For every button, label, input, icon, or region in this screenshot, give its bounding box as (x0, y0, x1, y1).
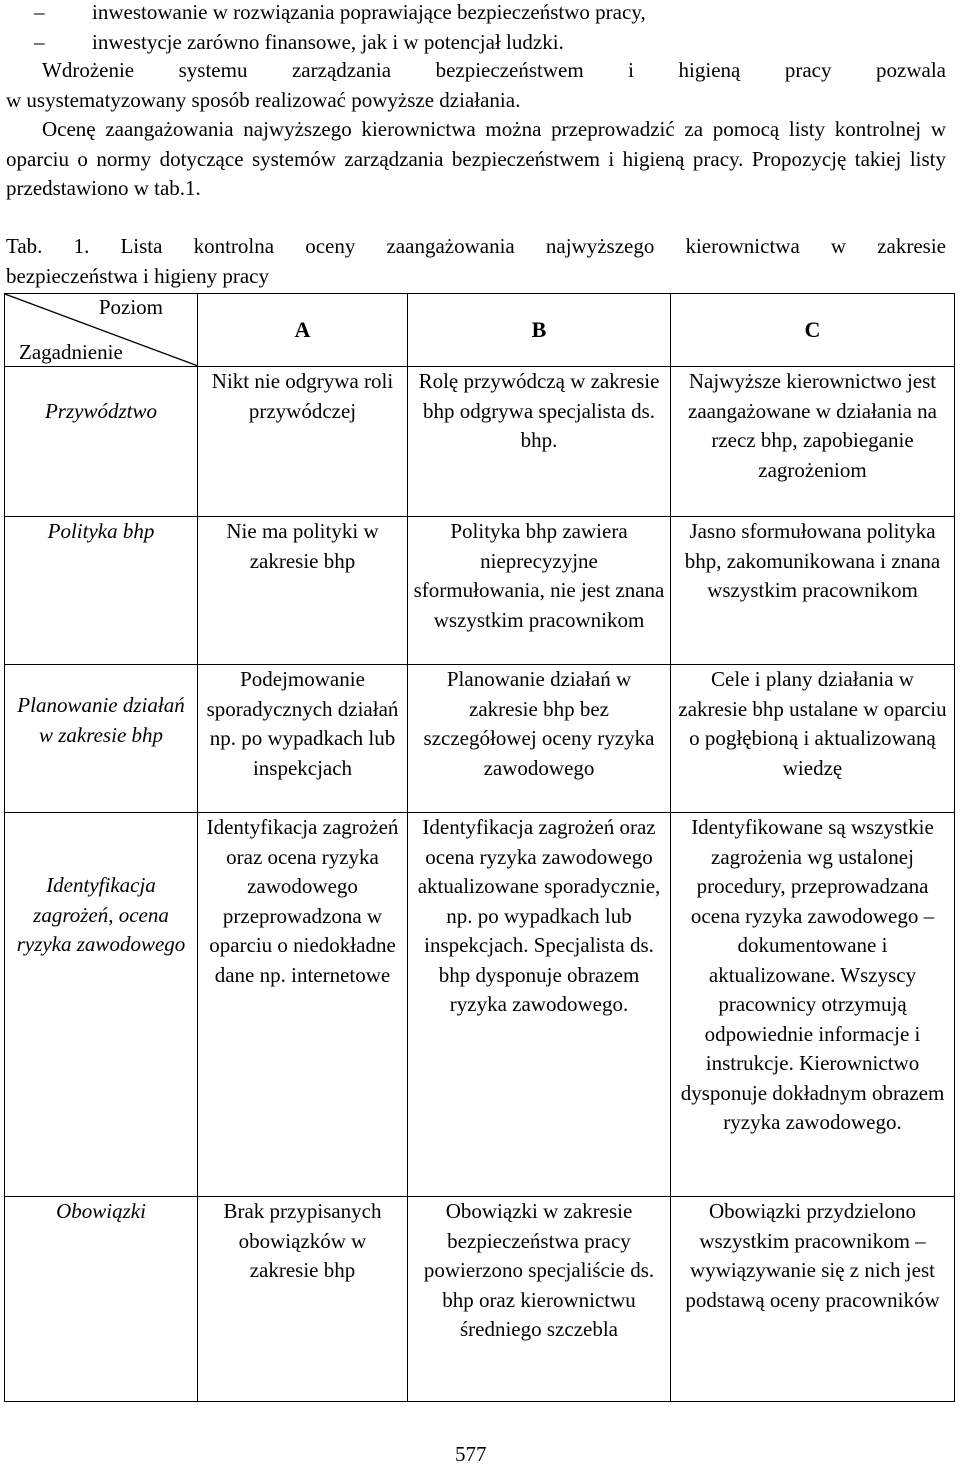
topic-cell: Planowanie działań w zakresie bhp (5, 665, 198, 813)
topic-cell: Obowiązki (5, 1197, 198, 1402)
paragraph-intro (6, 56, 946, 115)
bullet-item (8, 28, 952, 58)
topic-cell: Polityka bhp (5, 517, 198, 665)
level-c-cell: Cele i plany działania w zakresie bhp ustalane w oparciu o pogłębioną i aktualizowaną wiedzę (671, 665, 955, 813)
level-a-cell: Nikt nie odgrywa roli przywódczej (198, 367, 408, 517)
paragraph-checklist-intro (6, 115, 946, 204)
bullet-text: inwestowanie w rozwiązania poprawiające bezpieczeństwo pracy, (92, 0, 646, 24)
table-row (5, 665, 955, 813)
level-b-cell: Obowiązki w zakresie bezpieczeństwa pracy powierzono specjaliście ds. bhp oraz kierownictwu średniego szczebla (408, 1197, 671, 1402)
level-c-cell: Identyfikowane są wszystkie zagrożenia wg ustalonej procedury, przeprowadzana ocena ryzyka zawodowego – dokumentowane i aktualizowane. Wszyscy pracownicy otrzymują odpowiednie informacje i instrukcje. Kierownictwo dysponuje dokładnym obrazem ryzyka zawodowego. (671, 813, 955, 1197)
table-row (5, 367, 955, 517)
level-a-cell: Brak przypisanych obowiązków w zakresie bhp (198, 1197, 408, 1402)
table-caption (6, 232, 946, 291)
bullet-text: inwestycje zarówno finansowe, jak i w potencjał ludzki. (92, 29, 564, 54)
table-row (5, 517, 955, 665)
paragraph-text: w usystematyzowany sposób realizować powyższe działania. (6, 87, 521, 112)
table-row (5, 813, 955, 1197)
level-a-cell: Podejmowanie sporadycznych działań np. po wypadkach lub inspekcjach (198, 665, 408, 813)
bullet-dash: – (34, 0, 45, 24)
paragraph-text: Wdrożenie systemu zarządzania bezpieczeństwem i higieną pracy pozwala (42, 58, 946, 82)
level-b-cell: Rolę przywódczą w zakresie bhp odgrywa specjalista ds. bhp. (408, 367, 671, 517)
caption-line: Tab. 1. Lista kontrolna oceny zaangażowania najwyższego kierownictwa w zakresie (6, 234, 946, 258)
page-number: 577 (455, 1442, 487, 1466)
topic-cell: Przywództwo (5, 367, 198, 517)
level-a-cell: Identyfikacja zagrożeń oraz ocena ryzyka zawodowego przeprowadzona w oparciu o niedokładne dane np. internetowe (198, 813, 408, 1197)
column-header-c: C (671, 294, 955, 367)
corner-label-topic: Zagadnienie (19, 340, 123, 364)
topic-cell: Identyfikacja zagrożeń, ocena ryzyka zawodowego (5, 813, 198, 1197)
column-header-a: A (198, 294, 408, 367)
table-row (5, 1197, 955, 1402)
corner-header-cell (5, 294, 198, 367)
level-b-cell: Polityka bhp zawiera nieprecyzyjne sformułowania, nie jest znana wszystkim pracownikom (408, 517, 671, 665)
level-b-cell: Planowanie działań w zakresie bhp bez szczegółowej oceny ryzyka zawodowego (408, 665, 671, 813)
bullet-item (8, 0, 952, 28)
level-c-cell: Jasno sformułowana polityka bhp, zakomunikowana i znana wszystkim pracownikom (671, 517, 955, 665)
paragraph-text: Ocenę zaangażowania najwyższego kierownictwa można przeprowadzić za pomocą listy kontrolnej w oparciu o normy dotyczące systemów zarządzania bezpieczeństwem i higieną pracy. Propozycję takiej listy przedstawiono w tab.1. (6, 117, 946, 200)
corner-label-level: Poziom (98, 295, 163, 319)
level-c-cell: Najwyższe kierownictwo jest zaangażowane w działania na rzecz bhp, zapobieganie zagrożeniom (671, 367, 955, 517)
bullet-dash: – (34, 29, 45, 54)
level-a-cell: Nie ma polityki w zakresie bhp (198, 517, 408, 665)
bullet-list (8, 0, 952, 57)
level-b-cell: Identyfikacja zagrożeń oraz ocena ryzyka zawodowego aktualizowane sporadycznie, np. po wypadkach lub inspekcjach. Specjalista ds. bhp dysponuje obrazem ryzyka zawodowego. (408, 813, 671, 1197)
caption-line: bezpieczeństwa i higieny pracy (6, 263, 269, 288)
table-header-row (5, 294, 955, 367)
paragraph-line (6, 56, 946, 86)
level-c-cell: Obowiązki przydzielono wszystkim pracownikom – wywiązywanie się z nich jest podstawą oceny pracowników (671, 1197, 955, 1402)
checklist-table (4, 293, 955, 1402)
column-header-b: B (408, 294, 671, 367)
